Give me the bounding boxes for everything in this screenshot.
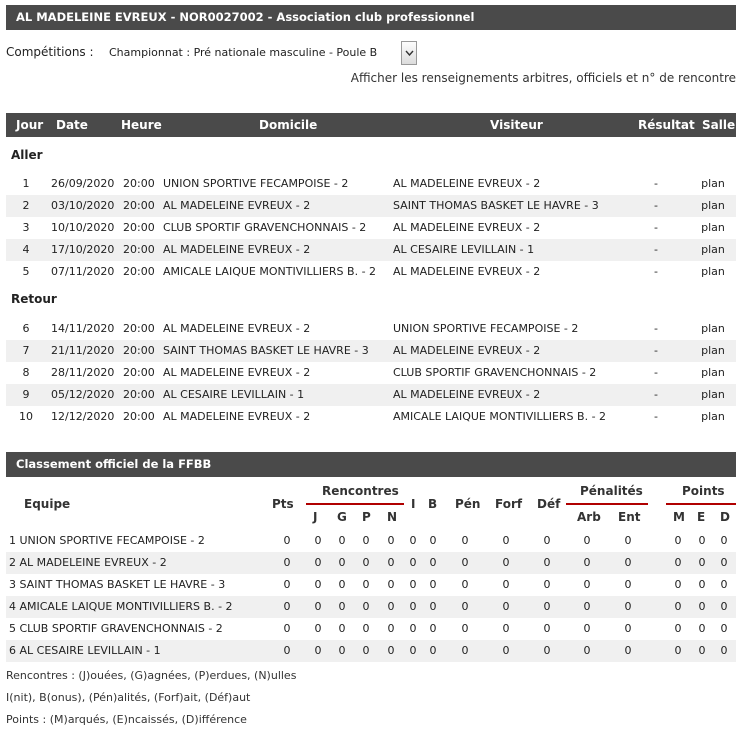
standings-row: [6, 596, 736, 618]
match-row: [6, 362, 736, 384]
match-date: 12/12/2020: [51, 410, 115, 423]
stat-value: 0: [461, 534, 469, 547]
stat-value: 0: [674, 578, 682, 591]
col-domicile: Domicile: [259, 118, 318, 132]
stat-value: 0: [387, 644, 395, 657]
stat-value: 0: [624, 578, 632, 591]
standings-row: [6, 618, 736, 640]
match-time: 20:00: [123, 410, 155, 423]
stat-value: 0: [720, 556, 728, 569]
st-col-i: I: [411, 497, 416, 511]
home-team: UNION SPORTIVE FECAMPOISE - 2: [163, 177, 349, 190]
away-team: AMICALE LAIQUE MONTIVILLIERS B. - 2: [393, 410, 607, 423]
st-col-j: J: [313, 510, 318, 524]
st-col-pen: Pén: [455, 497, 481, 511]
stat-value: 0: [502, 534, 510, 547]
match-result: -: [654, 243, 658, 256]
match-time: 20:00: [123, 344, 155, 357]
stat-value: 0: [387, 622, 395, 635]
match-day: 1: [22, 177, 30, 190]
stat-value: 0: [674, 622, 682, 635]
team-name: 1 UNION SPORTIVE FECAMPOISE - 2: [9, 534, 205, 547]
stat-value: 0: [624, 622, 632, 635]
stat-value: 0: [583, 556, 591, 569]
match-result: -: [654, 366, 658, 379]
show-officials-link[interactable]: Afficher les renseignements arbitres, officiels et n° de rencontre: [350, 71, 736, 85]
match-day: 2: [22, 199, 30, 212]
match-result: -: [654, 177, 658, 190]
stat-value: 0: [583, 644, 591, 657]
stat-value: 0: [362, 578, 370, 591]
stat-value: 0: [338, 600, 346, 613]
competitions-label: Compétitions :: [6, 45, 94, 59]
st-col-ent: Ent: [618, 510, 641, 524]
venue-plan-link[interactable]: plan: [701, 265, 725, 278]
match-date: 17/10/2020: [51, 243, 115, 256]
stat-value: 0: [409, 644, 417, 657]
stat-value: 0: [461, 600, 469, 613]
away-team: SAINT THOMAS BASKET LE HAVRE - 3: [393, 199, 599, 212]
stat-value: 0: [409, 534, 417, 547]
st-group-penalites: Pénalités: [580, 484, 643, 498]
stat-value: 0: [314, 556, 322, 569]
stat-value: 0: [720, 534, 728, 547]
match-row: [6, 217, 736, 239]
match-day: 8: [22, 366, 30, 379]
stat-value: 0: [429, 534, 437, 547]
stat-value: 0: [429, 644, 437, 657]
stat-value: 0: [338, 556, 346, 569]
stat-value: 0: [543, 578, 551, 591]
match-row: [6, 173, 736, 195]
stat-value: 0: [429, 622, 437, 635]
standings-title-bar: [6, 452, 736, 477]
stat-value: 0: [362, 622, 370, 635]
home-team: AL MADELEINE EVREUX - 2: [163, 366, 311, 379]
match-date: 05/12/2020: [51, 388, 115, 401]
stat-value: 0: [698, 622, 706, 635]
away-team: AL MADELEINE EVREUX - 2: [393, 388, 541, 401]
stat-value: 0: [387, 578, 395, 591]
stat-value: 0: [698, 534, 706, 547]
venue-plan-link[interactable]: plan: [701, 410, 725, 423]
stat-value: 0: [283, 622, 291, 635]
match-date: 10/10/2020: [51, 221, 115, 234]
stat-value: 0: [502, 556, 510, 569]
match-row: [6, 318, 736, 340]
stat-value: 0: [461, 556, 469, 569]
match-day: 10: [19, 410, 33, 423]
stat-value: 0: [502, 600, 510, 613]
stat-value: 0: [624, 600, 632, 613]
stat-value: 0: [624, 534, 632, 547]
home-team: AL MADELEINE EVREUX - 2: [163, 243, 311, 256]
away-team: AL MADELEINE EVREUX - 2: [393, 265, 541, 278]
competition-select[interactable]: [106, 41, 417, 65]
st-col-b: B: [428, 497, 438, 511]
stat-value: 0: [429, 556, 437, 569]
stat-value: 0: [387, 534, 395, 547]
stat-value: 0: [314, 578, 322, 591]
home-team: AL MADELEINE EVREUX - 2: [163, 322, 311, 335]
match-time: 20:00: [123, 265, 155, 278]
away-team: AL MADELEINE EVREUX - 2: [393, 344, 541, 357]
legend-points: Points : (M)arqués, (E)ncaissés, (D)ifférence: [6, 713, 247, 726]
stat-value: 0: [698, 600, 706, 613]
venue-plan-link[interactable]: plan: [701, 221, 725, 234]
match-time: 20:00: [123, 221, 155, 234]
match-day: 5: [22, 265, 30, 278]
match-result: -: [654, 388, 658, 401]
stat-value: 0: [502, 578, 510, 591]
legend-codes: I(nit), B(onus), (Pén)alités, (Forf)ait, (Déf)aut: [6, 691, 251, 704]
stat-value: 0: [283, 534, 291, 547]
match-day: 7: [22, 344, 30, 357]
stat-value: 0: [543, 600, 551, 613]
st-col-d: D: [720, 510, 730, 524]
match-date: 28/11/2020: [51, 366, 115, 379]
team-name: 6 AL CESAIRE LEVILLAIN - 1: [9, 644, 161, 657]
stat-value: 0: [314, 644, 322, 657]
match-result: -: [654, 344, 658, 357]
stat-value: 0: [362, 534, 370, 547]
match-day: 6: [22, 322, 30, 335]
stat-value: 0: [624, 644, 632, 657]
home-team: AMICALE LAIQUE MONTIVILLIERS B. - 2: [163, 265, 377, 278]
stat-value: 0: [283, 600, 291, 613]
team-name: 5 CLUB SPORTIF GRAVENCHONNAIS - 2: [9, 622, 223, 635]
stat-value: 0: [283, 644, 291, 657]
stat-value: 0: [502, 622, 510, 635]
team-name: 4 AMICALE LAIQUE MONTIVILLIERS B. - 2: [9, 600, 233, 613]
home-team: AL MADELEINE EVREUX - 2: [163, 199, 311, 212]
team-name: 3 SAINT THOMAS BASKET LE HAVRE - 3: [9, 578, 226, 591]
st-col-m: M: [673, 510, 685, 524]
st-col-g: G: [337, 510, 347, 524]
match-date: 26/09/2020: [51, 177, 115, 190]
phase-aller: Aller: [11, 148, 43, 162]
col-salle: Salle: [702, 118, 736, 132]
stat-value: 0: [338, 644, 346, 657]
match-time: 20:00: [123, 388, 155, 401]
stat-value: 0: [583, 600, 591, 613]
match-row: [6, 239, 736, 261]
col-visiteur: Visiteur: [490, 118, 543, 132]
standings-row: [6, 574, 736, 596]
away-team: AL CESAIRE LEVILLAIN - 1: [393, 243, 535, 256]
away-team: CLUB SPORTIF GRAVENCHONNAIS - 2: [393, 366, 597, 379]
home-team: CLUB SPORTIF GRAVENCHONNAIS - 2: [163, 221, 367, 234]
stat-value: 0: [583, 534, 591, 547]
venue-plan-link[interactable]: plan: [701, 388, 725, 401]
col-heure: Heure: [121, 118, 162, 132]
match-row: [6, 261, 736, 283]
stat-value: 0: [624, 556, 632, 569]
stat-value: 0: [283, 556, 291, 569]
match-time: 20:00: [123, 177, 155, 190]
standings-row: [6, 530, 736, 552]
standings-row: [6, 552, 736, 574]
match-row: [6, 195, 736, 217]
venue-plan-link[interactable]: plan: [701, 177, 725, 190]
stat-value: 0: [409, 556, 417, 569]
match-result: -: [654, 221, 658, 234]
st-col-equipe: Equipe: [24, 497, 71, 511]
st-col-pts: Pts: [272, 497, 294, 511]
venue-plan-link[interactable]: plan: [701, 344, 725, 357]
stat-value: 0: [720, 600, 728, 613]
stat-value: 0: [338, 578, 346, 591]
stat-value: 0: [543, 534, 551, 547]
match-result: -: [654, 410, 658, 423]
match-result: -: [654, 322, 658, 335]
away-team: UNION SPORTIVE FECAMPOISE - 2: [393, 322, 579, 335]
match-day: 3: [22, 221, 30, 234]
st-col-p: P: [362, 510, 371, 524]
stat-value: 0: [362, 556, 370, 569]
stat-value: 0: [314, 534, 322, 547]
phase-retour: Retour: [11, 292, 57, 306]
team-name: 2 AL MADELEINE EVREUX - 2: [9, 556, 167, 569]
stat-value: 0: [461, 644, 469, 657]
stat-value: 0: [338, 534, 346, 547]
match-row: [6, 340, 736, 362]
venue-plan-link[interactable]: plan: [701, 366, 725, 379]
stat-value: 0: [674, 644, 682, 657]
stat-value: 0: [429, 578, 437, 591]
match-day: 4: [22, 243, 30, 256]
home-team: AL CESAIRE LEVILLAIN - 1: [163, 388, 305, 401]
match-row: [6, 406, 736, 428]
away-team: AL MADELEINE EVREUX - 2: [393, 177, 541, 190]
stat-value: 0: [674, 600, 682, 613]
points-underline: [666, 503, 736, 505]
standings-title: Classement officiel de la FFBB: [16, 457, 212, 471]
match-result: -: [654, 265, 658, 278]
col-jour: Jour: [16, 118, 44, 132]
penalites-underline: [566, 503, 648, 505]
competition-selected-value: Championnat : Pré nationale masculine - Poule B: [109, 46, 378, 59]
legend-rencontres: Rencontres : (J)ouées, (G)agnées, (P)erdues, (N)ulles: [6, 669, 297, 682]
stat-value: 0: [674, 556, 682, 569]
st-col-def: Déf: [537, 497, 561, 511]
club-title: AL MADELEINE EVREUX - NOR0027002 - Association club professionnel: [16, 10, 475, 24]
stat-value: 0: [409, 600, 417, 613]
club-title-bar: [6, 5, 736, 30]
stat-value: 0: [720, 622, 728, 635]
venue-plan-link[interactable]: plan: [701, 243, 725, 256]
st-col-arb: Arb: [577, 510, 601, 524]
stat-value: 0: [409, 578, 417, 591]
stat-value: 0: [314, 600, 322, 613]
st-group-rencontres: Rencontres: [322, 484, 399, 498]
stat-value: 0: [387, 600, 395, 613]
match-date: 03/10/2020: [51, 199, 115, 212]
match-time: 20:00: [123, 366, 155, 379]
stat-value: 0: [283, 578, 291, 591]
stat-value: 0: [583, 622, 591, 635]
stat-value: 0: [720, 578, 728, 591]
rencontres-underline: [306, 503, 404, 505]
stat-value: 0: [698, 644, 706, 657]
dropdown-button[interactable]: [401, 41, 417, 65]
st-col-e: E: [697, 510, 706, 524]
match-date: 07/11/2020: [51, 265, 115, 278]
stat-value: 0: [543, 556, 551, 569]
st-col-forf: Forf: [495, 497, 523, 511]
stat-value: 0: [698, 578, 706, 591]
match-date: 14/11/2020: [51, 322, 115, 335]
match-row: [6, 384, 736, 406]
match-time: 20:00: [123, 243, 155, 256]
stat-value: 0: [543, 644, 551, 657]
stat-value: 0: [409, 622, 417, 635]
home-team: AL MADELEINE EVREUX - 2: [163, 410, 311, 423]
chevron-down-icon: [405, 50, 414, 56]
stat-value: 0: [461, 622, 469, 635]
venue-plan-link[interactable]: plan: [701, 322, 725, 335]
schedule-header: [6, 113, 736, 137]
match-day: 9: [22, 388, 30, 401]
stat-value: 0: [362, 644, 370, 657]
stat-value: 0: [502, 644, 510, 657]
stat-value: 0: [543, 622, 551, 635]
stat-value: 0: [674, 534, 682, 547]
stat-value: 0: [698, 556, 706, 569]
home-team: SAINT THOMAS BASKET LE HAVRE - 3: [163, 344, 369, 357]
st-col-n: N: [387, 510, 398, 524]
match-time: 20:00: [123, 322, 155, 335]
stat-value: 0: [461, 578, 469, 591]
away-team: AL MADELEINE EVREUX - 2: [393, 221, 541, 234]
stat-value: 0: [338, 622, 346, 635]
stat-value: 0: [429, 600, 437, 613]
standings-row: [6, 640, 736, 662]
match-result: -: [654, 199, 658, 212]
stat-value: 0: [387, 556, 395, 569]
stat-value: 0: [720, 644, 728, 657]
match-time: 20:00: [123, 199, 155, 212]
venue-plan-link[interactable]: plan: [701, 199, 725, 212]
col-resultat: Résultat: [638, 118, 695, 132]
st-group-points: Points: [682, 484, 725, 498]
col-date: Date: [56, 118, 88, 132]
stat-value: 0: [314, 622, 322, 635]
stat-value: 0: [583, 578, 591, 591]
match-date: 21/11/2020: [51, 344, 115, 357]
stat-value: 0: [362, 600, 370, 613]
